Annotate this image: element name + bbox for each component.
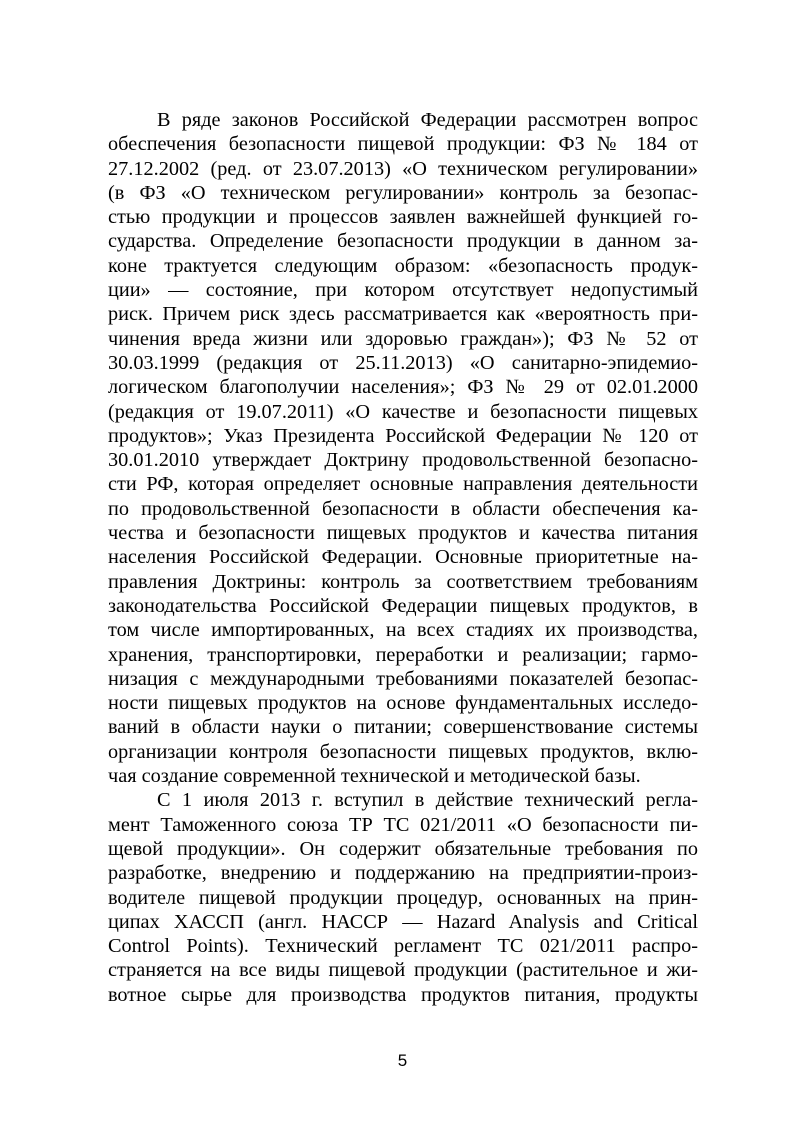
text-line: риск. Причем риск здесь рассматривается как «вероятность при- <box>108 303 698 326</box>
text-line: чинения вреда жизни или здоровью граждан»); ФЗ № 52 от <box>108 327 698 350</box>
text-line: хранения, транспортировки, переработки и реализации; гармо- <box>108 643 698 666</box>
text-line: продуктов»; Указ Президента Российской Федерации № 120 от <box>108 424 698 447</box>
text-line: коне трактуется следующим образом: «безопасность продук- <box>108 254 698 277</box>
text-line: ности пищевых продуктов на основе фундаментальных исследо- <box>108 692 698 715</box>
text-line: водителе пищевой продукции процедур, основанных на прин- <box>108 886 698 909</box>
text-line: том числе импортированных, на всех стадиях их производства, <box>108 619 698 642</box>
text-line: логическом благополучии населения»; ФЗ № 29 от 02.01.2000 <box>108 376 698 399</box>
text-line: населения Российской Федерации. Основные приоритетные на- <box>108 546 698 569</box>
text-line: страняется на все виды пищевой продукции (растительное и жи- <box>108 959 698 982</box>
text-line: ваний в области науки о питании; совершенствование системы <box>108 716 698 739</box>
text-line: С 1 июля 2013 г. вступил в действие технический регла- <box>157 789 698 812</box>
text-line: В ряде законов Российской Федерации рассмотрен вопрос <box>157 109 698 131</box>
text-line: Control Points). Технический регламент ТС 021/2011 распро- <box>108 935 698 958</box>
paragraph-1 <box>108 108 698 788</box>
page-number: 5 <box>397 1051 408 1070</box>
text-line: 27.12.2002 (ред. от 23.07.2013) «О техническом регулировании» <box>108 157 698 180</box>
text-line: разработке, внедрению и поддержанию на предприятии-произ- <box>108 862 698 885</box>
text-line: сти РФ, которая определяет основные направления деятельности <box>108 473 698 496</box>
text-line: законодательства Российской Федерации пищевых продуктов, в <box>108 594 698 617</box>
text-line: (в ФЗ «О техническом регулировании» контроль за безопас- <box>108 181 698 204</box>
paragraph-2 <box>108 788 698 1007</box>
text-line: организации контроля безопасности пищевых продуктов, вклю- <box>108 740 698 763</box>
text-line: 30.03.1999 (редакция от 25.11.2013) «О санитарно-эпидемио- <box>108 351 698 374</box>
text-line: сударства. Определение безопасности продукции в данном за- <box>108 230 698 253</box>
text-line: низация с международными требованиями показателей безопас- <box>108 667 698 690</box>
text-line: по продовольственной безопасности в области обеспечения ка- <box>108 497 698 520</box>
document-body <box>108 108 698 1007</box>
text-line: (редакция от 19.07.2011) «О качестве и безопасности пищевых <box>108 400 698 423</box>
text-line: щевой продукции». Он содержит обязательные требования по <box>108 837 698 860</box>
text-line: стью продукции и процессов заявлен важнейшей функцией го- <box>108 206 698 229</box>
text-line: вотное сырье для производства продуктов питания, продукты <box>108 983 698 1006</box>
text-line: мент Таможенного союза ТР ТС 021/2011 «О безопасности пи- <box>108 813 698 836</box>
text-line: чая создание современной технической и методической базы. <box>108 765 641 788</box>
text-line: обеспечения безопасности пищевой продукции: ФЗ № 184 от <box>108 133 698 156</box>
text-line: чества и безопасности пищевых продуктов и качества питания <box>108 522 698 545</box>
text-line: ции» — состояние, при котором отсутствует недопустимый <box>108 279 698 302</box>
text-line: ципах ХАССП (англ. НАССР — Hazard Analysis and Critical <box>108 910 698 933</box>
text-line: правления Доктрины: контроль за соответствием требованиям <box>108 570 698 593</box>
text-line: 30.01.2010 утверждает Доктрину продовольственной безопасно- <box>108 449 698 472</box>
